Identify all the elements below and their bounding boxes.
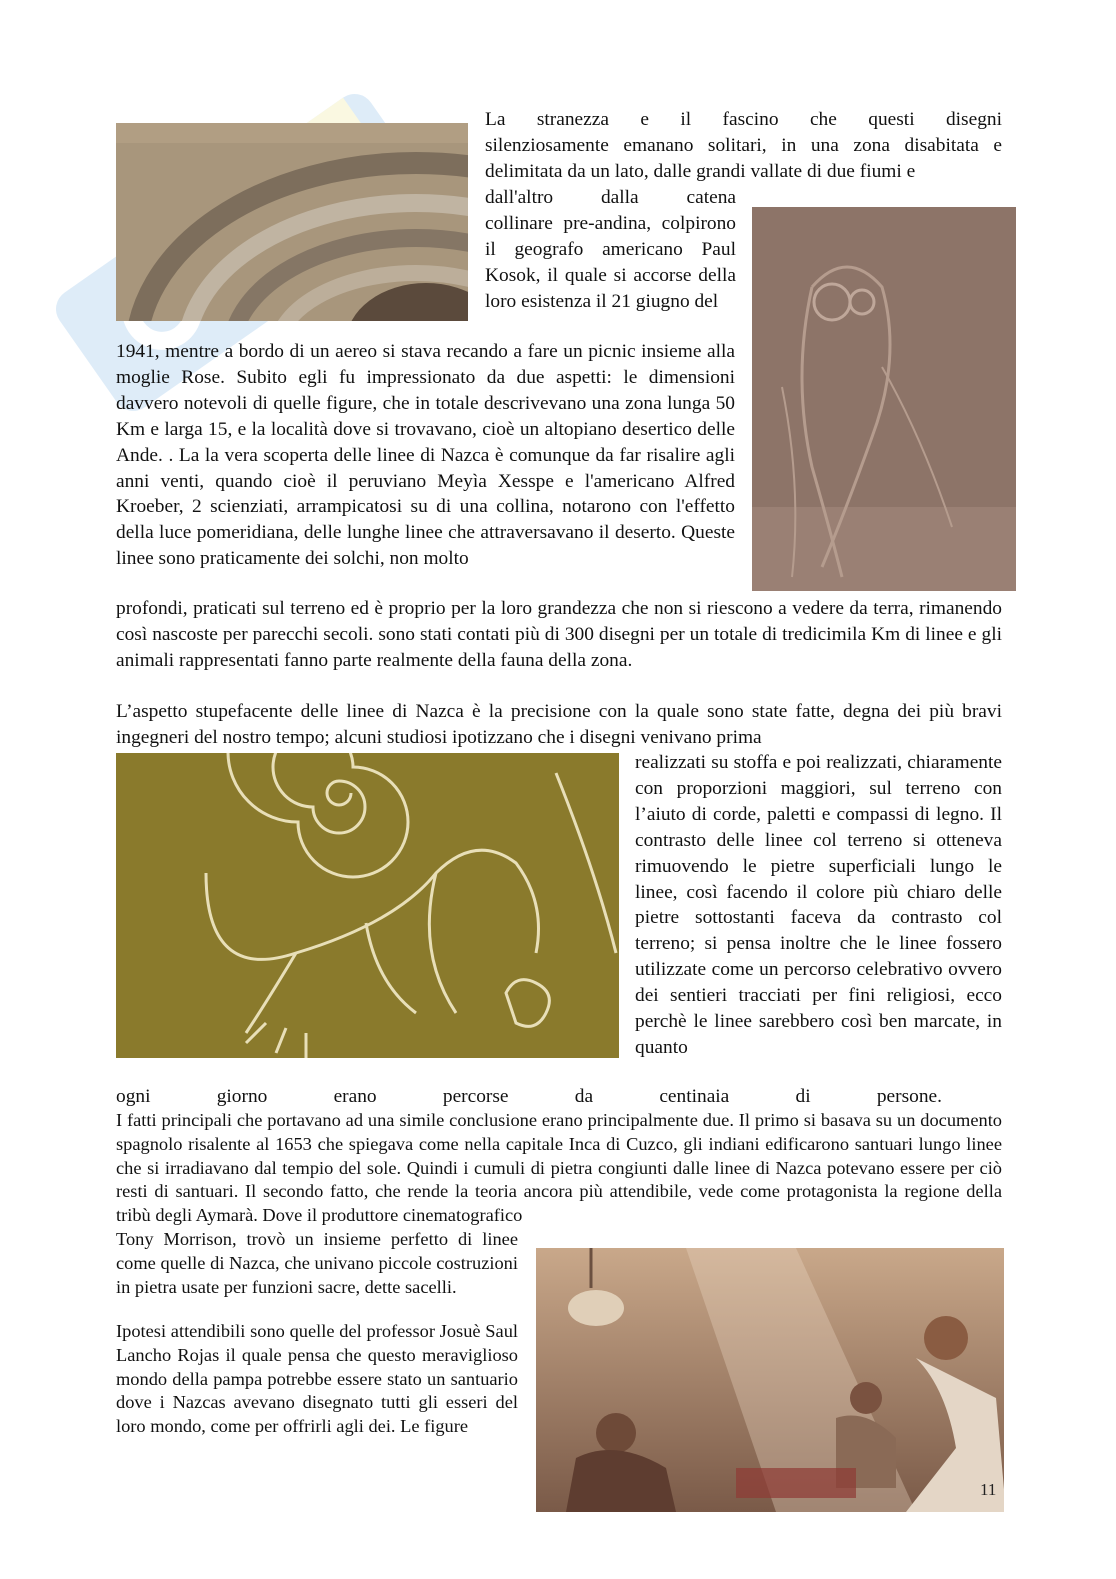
intro-paragraph-right: silenziosamente emanano solitari, in una zona disabitata e delimitata da un lato, dalle grandi vallate di due fiumi e	[485, 135, 1002, 182]
stone-terraces-photo	[116, 123, 468, 321]
intro-paragraph-left: 1941, mentre a bordo di un aereo si stava recando a fare un picnic insieme alla moglie Rose. Subito egli fu impressionato da due aspetti: le dimensioni davvero notevoli di quelle figure, che in totale descrivevano una zona lunga 50 Km e larga 15, e la località dove si trovavano, cioè un altopiano desertico delle Ande. . La la vera scoperta delle linee di Nazca è comunque da far risalire agli anni venti, quando cioè il peruviano Meyìa Xesspe e l'americano Alfred Kroeber, 2 scienziati, arrampicatosi su di una collina, notarono con l'effetto della luce pomeridiana, delle lunghe linee che attraversavano il deserto. Queste linee sono praticamente dei solchi, non molto	[116, 341, 735, 570]
aspect-paragraph-right: realizzati su stoffa e poi realizzati, chiaramente con proporzioni maggiori, sul terreno con l’aiuto di corde, paletti e compassi di legno. Il contrasto delle linee col terreno si otteneva rimuovendo le pietre superficiali lungo le linee, così facendo il colore più chiaro delle pietre sottostanti faceva da contrasto col terreno; si pensa inoltre che le linee fossero utilizzate come un percorso celebrativo ovvero dei sentieri tracciati per fini religiosi, ecco perchè le linee sarebbero così ben marcate, in quanto	[635, 752, 1002, 1058]
hypothesis-paragraph: Ipotesi attendibili sono quelle del professor Josuè Saul Lancho Rojas il quale pensa che questo meraviglioso mondo della pampa potrebbe essere stato un santuario dove i Nazcas avevano disegnato tutti gli esseri del loro mondo, come per offrirli agli dei. Le figure	[116, 1321, 518, 1437]
astronaut-geoglyph-photo	[752, 207, 1016, 591]
intro-first-line: La stranezza e il fascino che questi disegni	[485, 109, 1002, 130]
page-number: 11	[980, 1480, 997, 1499]
intro-paragraph-full: profondi, praticati sul terreno ed è proprio per la loro grandezza che non si riescono a vedere da terra, rimanendo così nascoste per parecchi secoli. sono stati contati più di 300 disegni per un totale di tredicimila Km di linee e gli animali rappresentati fanno parte realmente della fauna della zona.	[116, 598, 1002, 671]
intro-narrow-a: dall'altro dalla catena	[485, 187, 736, 208]
intro-narrow-b: collinare pre-andina, colpirono il geografo americano Paul Kosok, il quale si accorse della loro esistenza il 21 giugno del	[485, 213, 736, 312]
monkey-geoglyph-photo	[116, 753, 619, 1058]
facts-paragraph-left: Tony Morrison, trovò un insieme perfetto di linee come quelle di Nazca, che univano piccole costruzioni in pietra usate per funzioni sacre, dette sacelli.	[116, 1229, 518, 1297]
aspect-last-line: ogni giorno erano percorse da centinaia di persone.	[116, 1086, 942, 1107]
ritual-scene-photo	[536, 1248, 1004, 1512]
facts-paragraph: I fatti principali che portavano ad una simile conclusione erano principalmente due. Il primo si basava su un documento spagnolo risalente al 1653 che spiegava come nella capitale Inca di Cuzco, gli indiani edificarono santuari lungo linee che si irradiavano dal tempio del sole. Quindi i cumuli di pietra congiunti dalle linee di Nazca potevano essere per ciò resti di santuari. Il secondo fatto, che rende la teoria ancora più attendibile, vede come protagonista la regione della tribù degli Aymarà. Dove il produttore cinematografico	[116, 1110, 1002, 1226]
aspect-paragraph-full: L’aspetto stupefacente delle linee di Nazca è la precisione con la quale sono state fatte, degna dei più bravi ingegneri del nostro tempo; alcuni studiosi ipotizzano che i disegni venivano prima	[116, 701, 1002, 748]
